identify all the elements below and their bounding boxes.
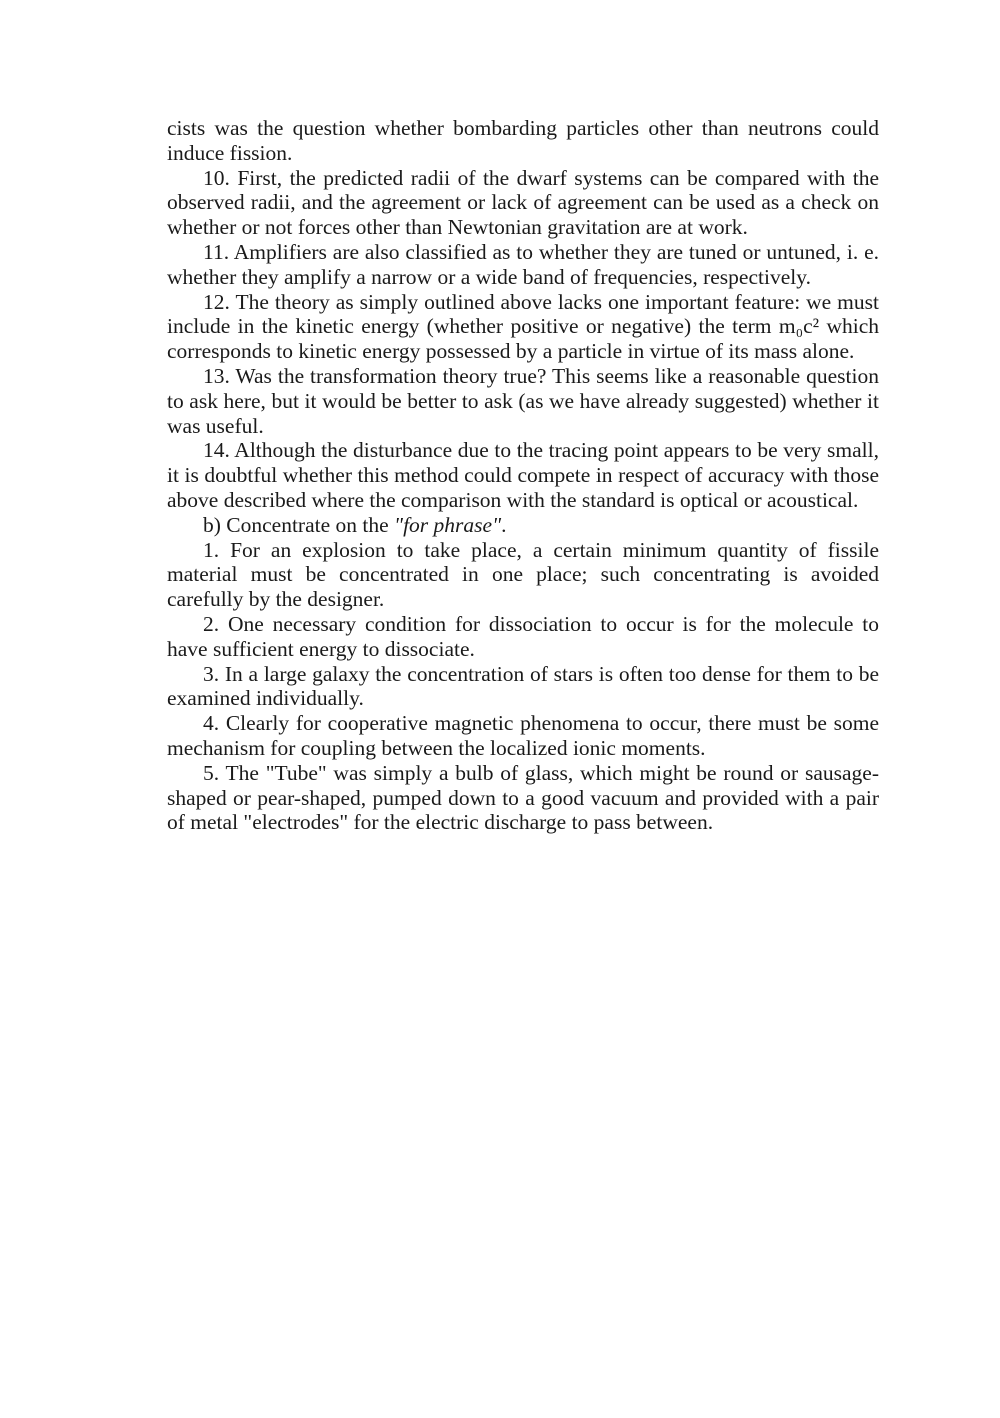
document-page (167, 116, 879, 835)
section-b-heading (167, 513, 879, 538)
paragraph-continuation: cists was the question whether bombarding particles other than neutrons could induce fission. (167, 116, 879, 165)
paragraph-10: 10. First, the predicted radii of the dwarf systems can be compared with the observed radii, and the agreement or lack of agreement can be used as a check on whether or not forces other than Newtonian gravitation are at work. (167, 165, 879, 240)
paragraph-b-1: 1. For an explosion to take place, a certain minimum quantity of fissile material must be concentrated in one place; such concentrating is avoided carefully by the designer. (167, 537, 879, 612)
paragraph-b-5: 5. The "Tube" was simply a bulb of glass, which might be round or sausage-shaped or pear-shaped, pumped down to a good vacuum and provided with a pair of metal "electrodes" for the electric discharge to pass between. (167, 760, 879, 835)
paragraph-13: 13. Was the transformation theory true? This seems like a reasonable question to ask here, but it would be better to ask (as we have already suggested) whether it was useful. (167, 363, 879, 438)
paragraph-b-2: 2. One necessary condition for dissociation to occur is for the molecule to have sufficient energy to dissociate. (167, 611, 879, 661)
paragraph-b-3: 3. In a large galaxy the concentration of stars is often too dense for them to be examined individually. (167, 661, 879, 711)
section-b-suffix: . (501, 512, 507, 537)
section-b-prefix: b) Concentrate on the (203, 512, 395, 537)
paragraph-14: 14. Although the disturbance due to the tracing point appears to be very small, it is doubtful whether this method could compete in respect of accuracy with those above described where the comparison with the standard is optical or acoustical. (167, 438, 879, 512)
paragraph-11: 11. Amplifiers are also classified as to whether they are tuned or untuned, i. e. whether they amplify a narrow or a wide band of frequencies, respectively. (167, 239, 879, 289)
paragraph-12: 12. The theory as simply outlined above lacks one important feature: we must include in the kinetic energy (whether positive or negative) the term m₀c² which corresponds to kinetic energy possessed by a particle in virtue of its mass alone. (167, 289, 879, 364)
section-b-emphasis: "for phrase" (394, 512, 502, 537)
paragraph-b-4: 4. Clearly for cooperative magnetic phenomena to occur, there must be some mechanism for coupling between the localized ionic moments. (167, 711, 879, 760)
